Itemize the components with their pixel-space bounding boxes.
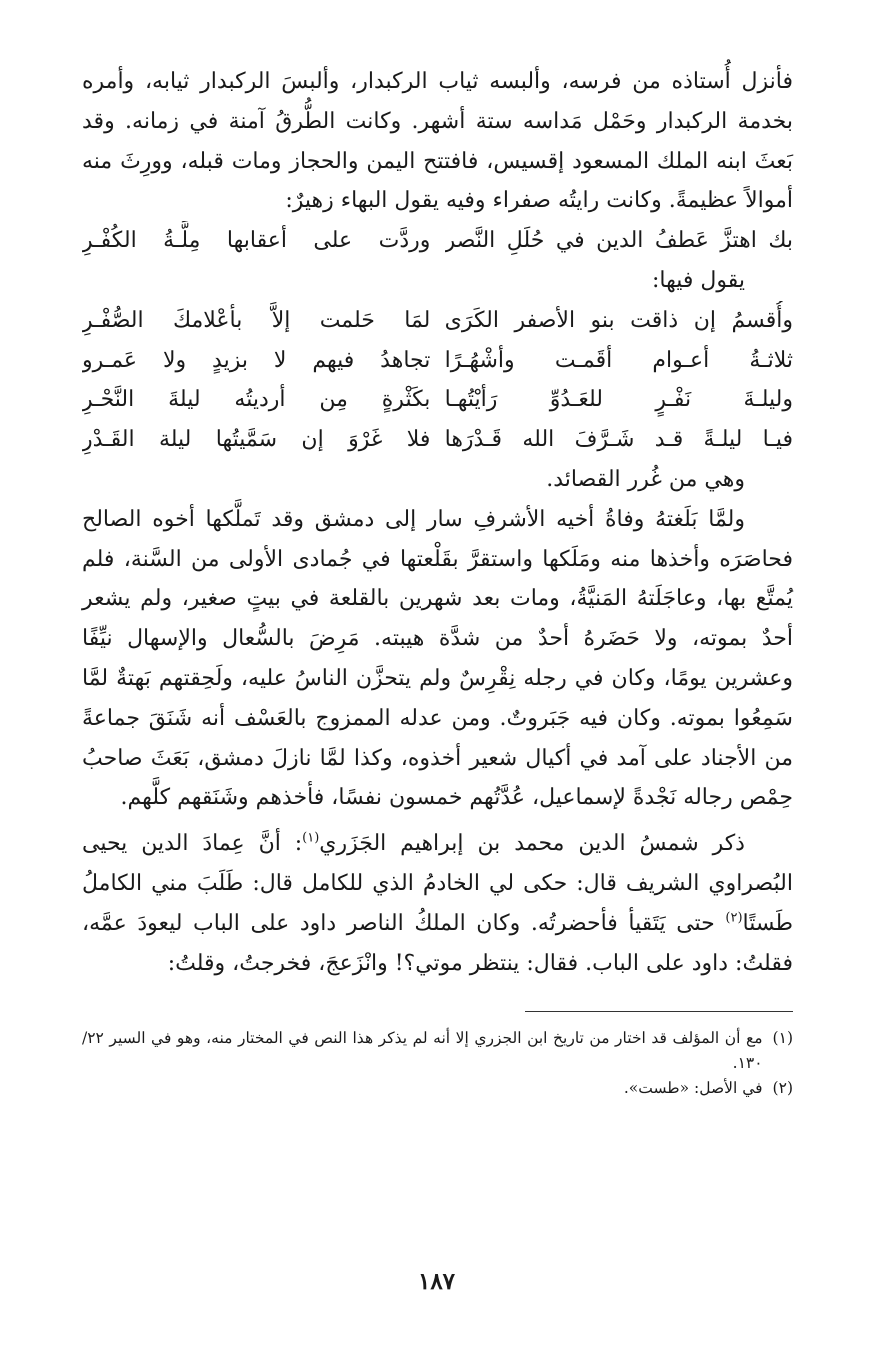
verse-line	[82, 420, 793, 460]
page-number: ١٨٧	[417, 1268, 456, 1295]
paragraph-text: حتى يَتَقيأ فأحضرتُه. وكان الملكُ الناصر داود على الباب ليعودَ عمَّه، فقلتُ: داود على الباب. فقال: ينتظر موتي؟! وانْزَعجَ، فخرجتُ، وقلتُ:	[82, 910, 793, 976]
verse-second-hemistich: لمَا حَلمت إلاَّ بأعْلامكَ الصُّفْـرِ	[82, 307, 431, 333]
verse-second-hemistich: فلا غَرْوَ إن سَمَّيتُها ليلة القَـدْرِ	[82, 427, 431, 453]
paragraph: فأنزل أُستاذه من فرسه، وألبسه ثياب الركبدار، وألبسَ الركبدار ثيابه، وأمره بخدمة الركبدار وحَمْل مَداسه ستة أشهر. وكانت الطُّرقُ آمنة في زمانه. وقد بَعثَ ابنه الملك المسعود إقسيس، فافتتح اليمن والحجاز ومات قبله، وورِثَ منه أموالاً عظيمةً. وكانت رايتُه صفراء وفيه يقول البهاء زهيرٌ:	[82, 69, 793, 214]
verse-first-hemistich: بك اهتزَّ عَطفُ الدين في حُلَلِ النَّصر	[444, 228, 793, 254]
verse-line	[82, 380, 793, 420]
paragraph: ولمَّا بَلَغتهُ وفاةُ أخيه الأشرفِ سار إلى دمشق وقد تَملَّكها أخوه الصالح فحاصَرَه وأخذها منه ومَلَكها واستقرَّ بقَلْعتها في جُمادى الأولى من السَّنة، فلم يُمتَّع بها، وعاجَلَتهُ المَنيَّةُ، ومات بعد شهرين بالقلعة في بيتٍ صغير، ولم يشعر أحدٌ بموته، ولا حَضَرهُ أحدٌ من شدَّة هيبته. مَرِضَ بالسُّعال والإسهال نيِّفًا وعشرين يومًا، وكان في رجله نِقْرِسٌ ولم يتحزَّن الناسُ عليه، ولَحِقتهم بَهتةٌ لمَّا سَمِعُوا بموته. وكان فيه جَبَروتٌ. ومن عدله الممزوج بالعَسْف أنه شَنَقَ جماعةً من الأجناد على آمد في أكيال شعير أخذوه، وكذا لمَّا نازلَ دمشق، بَعَثَ صاحبُ حِمْص رجاله نَجْدةً لإسماعيل، عُدَّتُهم خمسون نفسًا، فأخذهم وشَنَقهم كلَّهم.	[82, 506, 793, 811]
verse-first-hemistich: ثلاثـةُ أعـوام أقَمـت وأشْهُـرًا	[444, 347, 793, 373]
footnote-number: (١)	[772, 1029, 793, 1048]
footnote-ref-2: (٢)	[725, 910, 743, 926]
footnote-ref-1: (١)	[302, 830, 320, 846]
footnote	[82, 1076, 793, 1101]
paragraph	[82, 824, 793, 983]
paragraph: يقول فيها:	[651, 267, 745, 293]
verse-line	[82, 341, 793, 381]
footnote-divider	[525, 1011, 793, 1012]
verse-first-hemistich: وليلـةَ نَفْـرٍ للعَـدُوِّ رَأيْتُهـا	[444, 387, 793, 413]
verse-second-hemistich: بكَثْرةٍ مِن أرديتُه ليلةَ النَّحْـرِ	[82, 387, 431, 413]
verse-first-hemistich: فيـا ليلـةً قـد شَـرَّفَ الله قَـدْرَها	[444, 427, 793, 453]
verse-second-hemistich: وردَّت على أعقابها مِلَّـةُ الكُفْـرِ	[82, 228, 431, 254]
verse-line	[82, 301, 793, 341]
verse-first-hemistich: وأُقسمُ إن ذاقت بنو الأصفر الكَرَى	[444, 307, 793, 333]
footnote-text: في الأصل: «طست».	[623, 1079, 763, 1098]
footnote-number: (٢)	[772, 1079, 793, 1098]
verse-second-hemistich: تجاهدُ فيهم لا بزيدٍ ولا عَمـرو	[82, 347, 431, 373]
paragraph: وهي من غُرر القصائد.	[546, 466, 745, 492]
footnote-text: مع أن المؤلف قد اختار من تاريخ ابن الجزري إلا أنه لم يذكر هذا النص في المختار منه، وهو في السير ٢٢/ ١٣٠.	[82, 1029, 763, 1073]
footnote	[82, 1026, 793, 1076]
paragraph-text: ذكر شمسُ الدين محمد بن إبراهيم الجَزَري	[319, 831, 745, 857]
verse-line	[82, 221, 793, 261]
paragraph-text: : أنَّ عِمادَ الدين يحيى البُصراوي الشريف قال: حكى لي الخادمُ الذي للكامل قال: طَلَبَ مني الكاملُ طَستًا	[82, 831, 793, 936]
